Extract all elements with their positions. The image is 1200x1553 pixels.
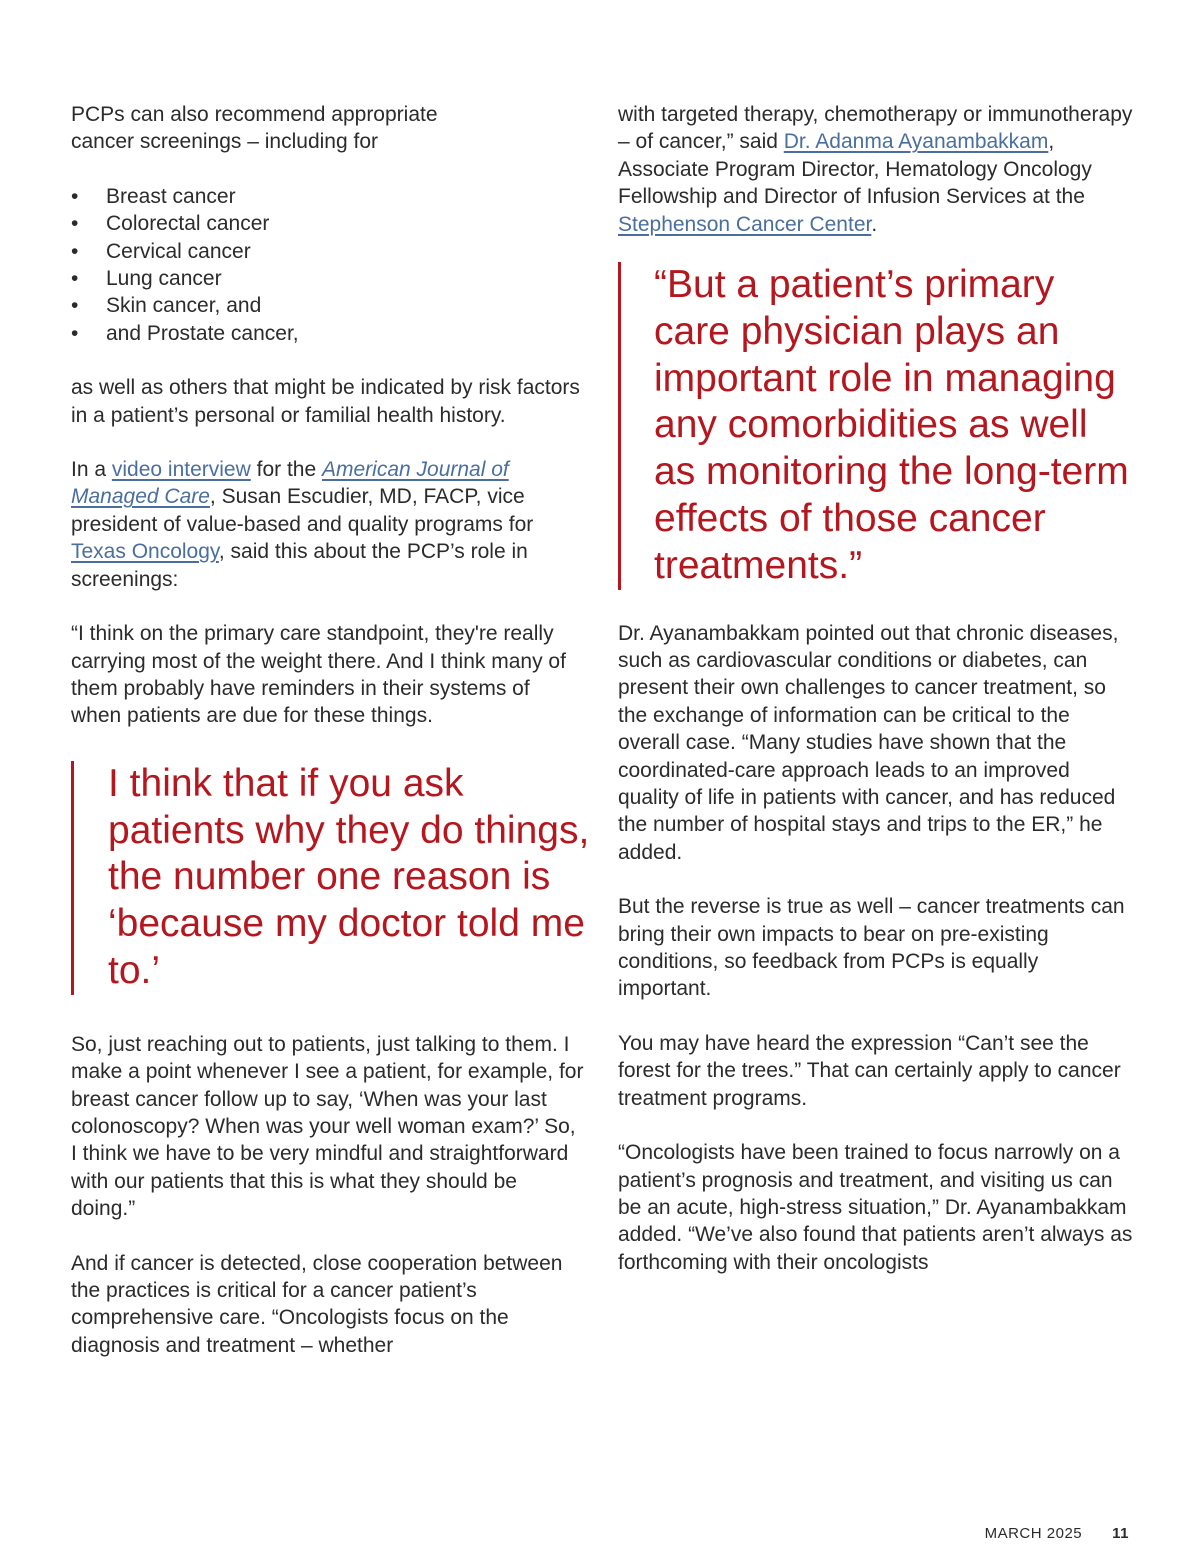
risk-paragraph: as well as others that might be indicated by risk factors in a patient’s personal or familial health history. [71,376,580,427]
forest-paragraph: You may have heard the expression “Can’t see the forest for the trees.” That can certainly apply to cancer treatment programs. [618,1031,1121,1110]
right-column [618,101,1133,1276]
intro-paragraph: PCPs can also recommend appropriate cancer screenings – including for [71,103,438,154]
cancer-paragraph: And if cancer is detected, close cooperation between the practices is critical for a cancer patient’s comprehensive care. “Oncologists focus on the diagnosis and treatment – whether [71,1251,563,1357]
pull-quote-text: “But a patient’s primary care physician plays an important role in managing any comorbidities as well as monitoring the long-term effects of those cancer treatments.” [654,263,1129,587]
oncologists-paragraph: “Oncologists have been trained to focus narrowly on a patient’s prognosis and treatment, and visiting us can be an acute, high-stress situation,” Dr. Ayanambakkam added. “We’ve also found that patients aren’t always as forthcoming with their oncologists [618,1141,1133,1274]
pull-quote-right [618,262,1133,590]
list-item: • Breast cancer [71,183,591,210]
stephenson-center-link[interactable]: Stephenson Cancer Center [618,212,872,236]
doctor-link[interactable]: Dr. Adanma Ayanambakkam [783,130,1049,154]
continuation-paragraph: with targeted therapy, chemotherapy or immunotherapy – of cancer,” said Dr. Adanma Ayanambakkam, Associate Program Director, Hematology Oncology Fellowship and Director of Infusion Services at the Stephenson Cancer Center. [618,103,1133,236]
pull-quote-text: I think that if you ask patients why they do things, the number one reason is ‘because my doctor told me to.’ [108,761,590,992]
list-item: • Cervical cancer [71,238,591,265]
list-item: • and Prostate cancer, [71,320,591,347]
reverse-paragraph: But the reverse is true as well – cancer treatments can bring their own impacts to bear on pre-existing conditions, so feedback from PCPs is equally important. [618,895,1125,1001]
list-item: • Lung cancer [71,265,591,292]
left-column [71,101,591,1359]
journal-link[interactable]: American Journal of Managed Care [71,458,509,509]
screening-list [71,183,591,347]
video-interview-link[interactable]: video interview [111,458,251,482]
quote-paragraph: “I think on the primary care standpoint, they're really carrying most of the weight there. And I think many of them probably have reminders in their systems of when patients are due for these things. [71,622,566,728]
pull-quote-left [71,761,591,995]
page-number: 11 [1112,1525,1129,1542]
chronic-paragraph: Dr. Ayanambakkam pointed out that chronic diseases, such as cardiovascular conditions or diabetes, can present their own challenges to cancer treatment, so the exchange of information can be critical to the overall case. “Many studies have shown that the coordinated-care approach leads to an improved quality of life in patients with cancer, and has reduced the number of hospital stays and trips to the ER,” he added. [618,621,1119,864]
list-item: • Colorectal cancer [71,210,591,237]
issue-date: MARCH 2025 [984,1525,1083,1542]
reaching-paragraph: So, just reaching out to patients, just talking to them. I make a point whenever I see a patient, for example, for breast cancer follow up to say, ‘When was your last colonoscopy? When was your well woman exam?’ So, I think we have to be very mindful and straightforward with our patients that this is what they should be doing.” [71,1032,584,1221]
list-item: • Skin cancer, and [71,292,591,319]
page-footer [985,1525,1129,1542]
texas-oncology-link[interactable]: Texas Oncology [71,540,219,564]
interview-paragraph: In a video interview for the American Journal of Managed Care, Susan Escudier, MD, FACP, vice president of value-based and quality programs for Texas Oncology, said this about the PCP’s role in screenings: [71,458,534,591]
